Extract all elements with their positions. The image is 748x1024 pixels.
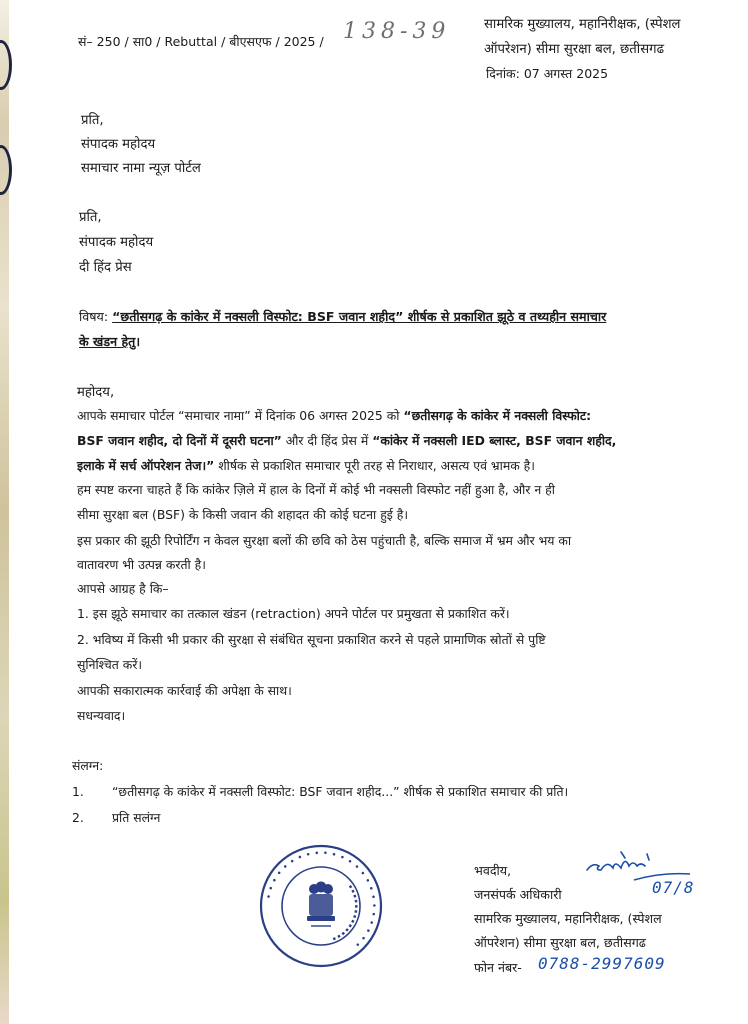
enclosure-number: 2. (72, 810, 84, 825)
seal-outer-text: • • • • • • • • • • • • • • • • • • • • • • • • (264, 848, 379, 950)
para1-line2: BSF जवान शहीद, दो दिनों में दूसरी घटना” और दी हिंद प्रेस में “कांकेर में नक्सली IED ब्लास्ट, BSF जवान शहीद, (77, 433, 617, 448)
request-intro: आपसे आग्रह है कि– (77, 581, 169, 596)
enclosure-text: “छतीसगढ़ के कांकेर में नक्सली विस्फोट: BSF जवान शहीद...” शीर्षक से प्रकाशित समाचार की प्रति। (112, 784, 569, 799)
seal-inner-text: ▪ ▪ ▪ ▪ ▪ ▪ ▪ ▪ ▪ ▪ ▪ ▪ ▪ (331, 883, 360, 942)
signatory-designation: जनसंपर्क अधिकारी (474, 887, 562, 902)
official-seal (257, 842, 385, 970)
header-office-line1: सामरिक मुख्यालय, महानिरीक्षक, (स्पेशल (484, 17, 681, 32)
para3-line1: इस प्रकार की झूठी रिपोर्टिंग न केवल सुरक्षा बलों की छवि को ठेस पहुंचाती है, बल्कि समाज में भ्रम और भय का (77, 533, 572, 548)
para1-line3: इलाके में सर्च ऑपरेशन तेज।” शीर्षक से प्रकाशित समाचार पूरी तरह से निराधार, असत्य एवं भ्रामक है। (77, 458, 535, 473)
request-item-1: 1. इस झूठे समाचार का तत्काल खंडन (retraction) अपने पोर्टल पर प्रमुखता से प्रकाशित करें। (77, 606, 510, 621)
subject-line2: के खंडन हेतु। (79, 334, 141, 349)
valediction: भवदीय, (474, 863, 512, 878)
closing-line: आपकी सकारात्मक कार्रवाई की अपेक्षा के साथ। (77, 683, 292, 698)
signatory-office-line1: सामरिक मुख्यालय, महानिरीक्षक, (स्पेशल (474, 911, 662, 926)
enclosures-label: संलग्न: (72, 758, 104, 773)
subject-label: विषय: (79, 309, 109, 324)
salutation: महोदय, (77, 385, 115, 400)
recipient-prefix: प्रति, (79, 210, 102, 225)
phone-label: फोन नंबर- (474, 960, 522, 975)
scan-artifact (0, 145, 12, 195)
recipient-org: समाचार नामा न्यूज़ पोर्टल (81, 161, 201, 176)
para2-line1: हम स्पष्ट करना चाहते हैं कि कांकेर ज़िले में हाल के दिनों में कोई भी नक्सली विस्फोट नहीं हुआ है, और न ही (77, 482, 555, 497)
phone-number: 0788-2997609 (538, 954, 666, 973)
handwritten-ref: 138-39 (343, 19, 451, 44)
letter-date: दिनांक: 07 अगस्त 2025 (486, 66, 609, 81)
enclosure-number: 1. (72, 784, 84, 799)
request-item-2-line1: 2. भविष्य में किसी भी प्रकार की सुरक्षा से संबंधित सूचना प्रकाशित करने से पहले प्रामाणिक स्रोतों से पुष्टि (77, 632, 546, 647)
recipient-org: दी हिंद प्रेस (79, 260, 132, 275)
recipient-prefix: प्रति, (81, 113, 104, 128)
recipient-title: संपादक महोदय (79, 235, 154, 250)
reference-number: सं– 250 / सा0 / Rebuttal / बीएसएफ / 2025 / (78, 34, 324, 49)
recipient-title: संपादक महोदय (81, 137, 156, 152)
para1-line1: आपके समाचार पोर्टल “समाचार नामा” में दिनांक 06 अगस्त 2025 को “छतीसगढ़ के कांकेर में नक्सली विस्फोट: (77, 408, 592, 423)
subject-title: “छतीसगढ़ के कांकेर में नक्सली विस्फोट: BSF जवान शहीद” शीर्षक से प्रकाशित झूठे व तथ्यहीन समाचार (112, 309, 607, 324)
para2-line2: सीमा सुरक्षा बल (BSF) के किसी जवान की शहादत की कोई घटना हुई है। (77, 507, 409, 522)
header-office-line2: ऑपरेशन) सीमा सुरक्षा बल, छतीसगढ (484, 42, 664, 57)
thanks-line: सधन्यवाद। (77, 708, 126, 723)
para3-line2: वातावरण भी उत्पन्न करती है। (77, 557, 206, 572)
scan-artifact (0, 40, 12, 90)
request-item-2-line2: सुनिश्चित करें। (77, 657, 143, 672)
national-emblem-icon (307, 882, 335, 928)
signature-date: 07/8 (652, 878, 695, 897)
subject-line1 (79, 309, 606, 325)
signatory-office-line2: ऑपरेशन) सीमा सुरक्षा बल, छतीसगढ (474, 935, 646, 950)
enclosure-text: प्रति सलंग्न (112, 810, 161, 825)
